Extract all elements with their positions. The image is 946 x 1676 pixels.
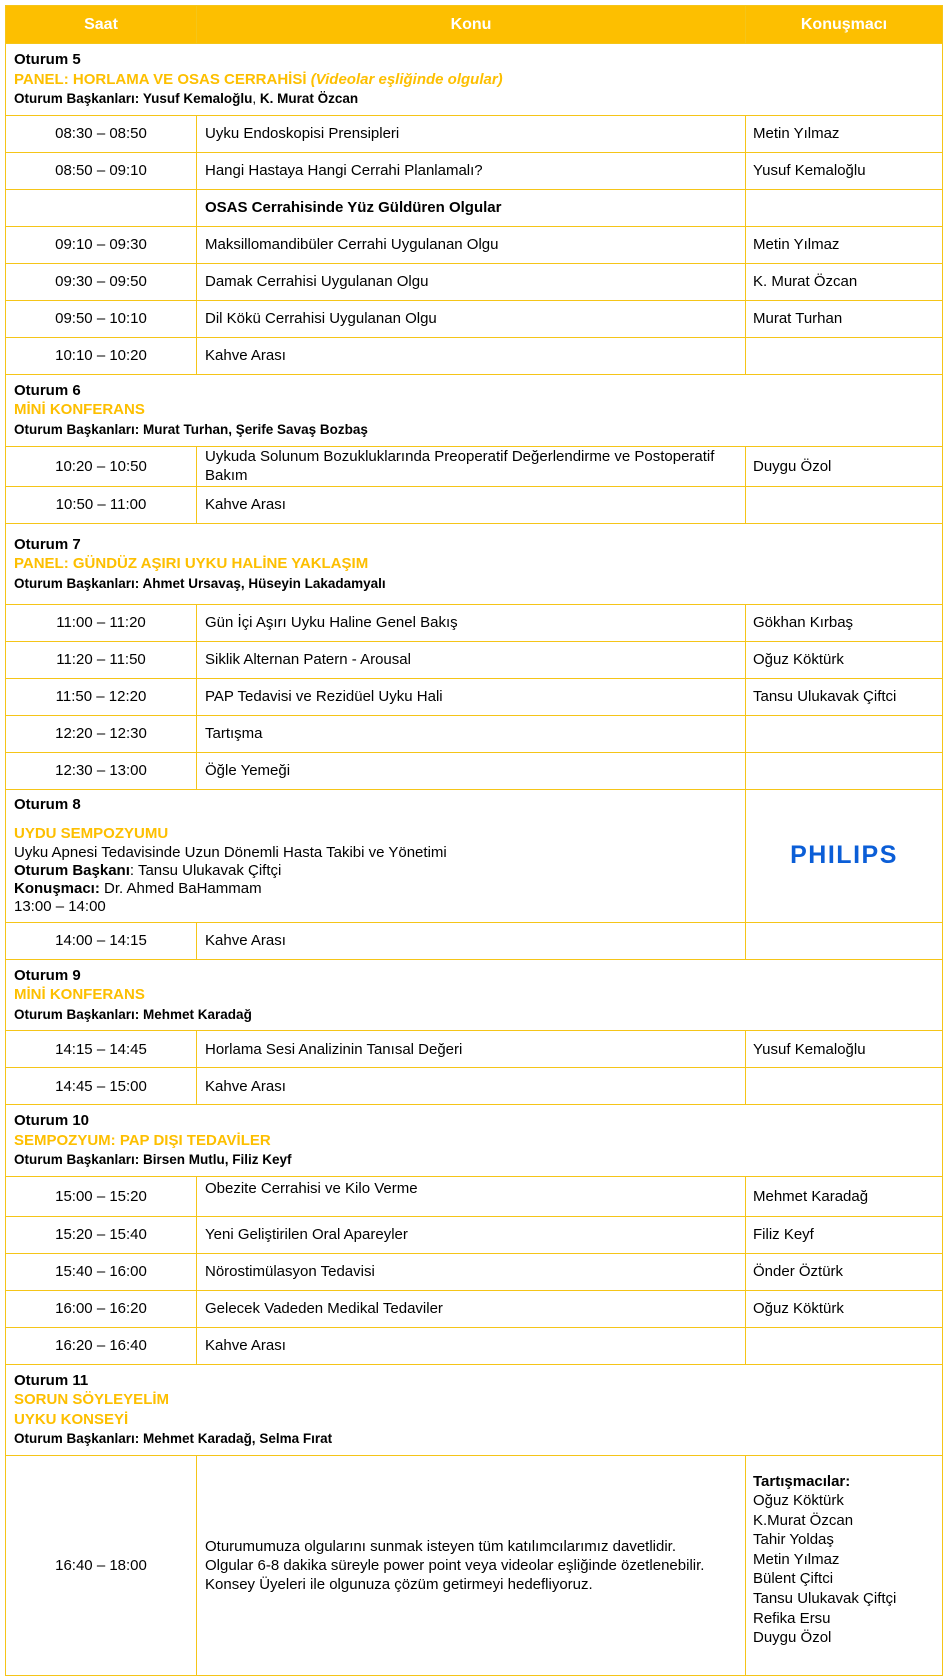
program-table-wrapper [5, 5, 942, 1676]
table-row [6, 189, 943, 226]
table-row [6, 604, 943, 641]
session-8-cell [6, 789, 746, 922]
session-10-cell [6, 1105, 943, 1177]
session-11-cell [6, 1364, 943, 1455]
council-text-line: Olgular 6-8 dakika süreyle power point veya videolar eşliğinde özetlenebilir. [205, 1556, 705, 1574]
time-cell: 16:00 – 16:20 [6, 1290, 197, 1327]
discussant: Tahir Yoldaş [753, 1531, 834, 1549]
table-row [6, 115, 943, 152]
session-time: 13:00 – 14:00 [14, 897, 106, 915]
session-chairs: Oturum Başkanları: Mehmet Karadağ [14, 1006, 252, 1022]
discussant: Tansu Ulukavak Çiftçi [753, 1590, 897, 1608]
topic-cell: Yeni Geliştirilen Oral Apareyler [197, 1216, 746, 1253]
session-number: Oturum 9 [14, 966, 81, 984]
table-row [6, 1031, 943, 1068]
session-chairs: Oturum Başkanları: Murat Turhan, Şerife Savaş Bozbaş [14, 421, 368, 437]
topic-cell: Kahve Arası [197, 922, 746, 959]
topic-cell: Hangi Hastaya Hangi Cerrahi Planlamalı? [197, 152, 746, 189]
session-number: Oturum 10 [14, 1112, 90, 1129]
table-row [6, 1253, 943, 1290]
discussant: K.Murat Özcan [753, 1511, 854, 1529]
topic-cell: PAP Tedavisi ve Rezidüel Uyku Hali [197, 678, 746, 715]
speaker-cell [746, 715, 943, 752]
header-time: Saat [6, 6, 197, 44]
session-9-cell [6, 959, 943, 1031]
topic-cell: Uyku Endoskopisi Prensipleri [197, 115, 746, 152]
topic-cell: Kahve Arası [197, 486, 746, 523]
session-header [6, 959, 943, 1031]
time-cell: 14:15 – 14:45 [6, 1031, 197, 1068]
session-title-note: (Videolar eşliğinde olgular) [310, 70, 503, 88]
discussant: Oğuz Köktürk [753, 1492, 844, 1510]
topic-cell: Siklik Alternan Patern - Arousal [197, 641, 746, 678]
time-cell: 14:00 – 14:15 [6, 922, 197, 959]
speaker-cell: Oğuz Köktürk [746, 1290, 943, 1327]
topic-cell: Damak Cerrahisi Uygulanan Olgu [197, 263, 746, 300]
session-header [6, 374, 943, 446]
table-row [6, 263, 943, 300]
time-cell: 09:50 – 10:10 [6, 300, 197, 337]
speaker-cell [746, 922, 943, 959]
speaker-cell: Murat Turhan [746, 300, 943, 337]
table-row [6, 715, 943, 752]
session-6-cell [6, 374, 943, 446]
philips-logo: PHILIPS [790, 841, 898, 869]
program-table [5, 5, 943, 1676]
table-row [6, 1216, 943, 1253]
table-row [6, 752, 943, 789]
council-text-line: Oturumumuza olgularını sunmak isteyen tüm katılımcılarımız davetlidir. [205, 1537, 677, 1555]
topic-cell: Nörostimülasyon Tedavisi [197, 1253, 746, 1290]
table-row [6, 1176, 943, 1216]
session-title: MİNİ KONFERANS [14, 401, 145, 418]
time-cell: 09:10 – 09:30 [6, 226, 197, 263]
session-5-cell [6, 44, 943, 116]
header-topic: Konu [197, 6, 746, 44]
session-number: Oturum 11 [14, 1371, 89, 1389]
session-chair: Oturum Başkanı: Tansu Ulukavak Çiftçi [14, 861, 282, 879]
time-cell: 11:20 – 11:50 [6, 641, 197, 678]
speaker-cell [746, 486, 943, 523]
table-row [6, 152, 943, 189]
speaker-cell [746, 1068, 943, 1105]
session-header [6, 789, 943, 922]
time-cell: 12:30 – 13:00 [6, 752, 197, 789]
session-title: PANEL: GÜNDÜZ AŞIRI UYKU HALİNE YAKLAŞIM [14, 555, 369, 572]
council-text-line: Konsey Üyeleri ile olgunuza çözüm getirmeyi hedefliyoruz. [205, 1575, 593, 1593]
session-subtitle: Uyku Apnesi Tedavisinde Uzun Dönemli Hasta Takibi ve Yönetimi [14, 843, 447, 861]
header-speaker: Konuşmacı [746, 6, 943, 44]
time-cell: 12:20 – 12:30 [6, 715, 197, 752]
header-row [6, 6, 943, 44]
session-title: PANEL: HORLAMA VE OSAS CERRAHİSİ (Videolar eşliğinde olgular) [14, 70, 503, 88]
session-header [6, 523, 943, 604]
time-cell: 15:00 – 15:20 [6, 1176, 197, 1216]
session-title: UYDU SEMPOZYUMU [14, 825, 169, 842]
speaker-cell: K. Murat Özcan [746, 263, 943, 300]
speaker-cell: Yusuf Kemaloğlu [746, 1031, 943, 1068]
speaker-cell: Metin Yılmaz [746, 226, 943, 263]
session-7-cell [6, 523, 943, 604]
session-chairs: Oturum Başkanları: Birsen Mutlu, Filiz Keyf [14, 1152, 292, 1167]
time-cell: 08:50 – 09:10 [6, 152, 197, 189]
time-cell: 16:40 – 18:00 [6, 1455, 197, 1675]
table-row [6, 1327, 943, 1364]
speaker-cell [746, 189, 943, 226]
topic-cell: Kahve Arası [197, 1068, 746, 1105]
speaker-cell [746, 337, 943, 374]
speaker-cell: Filiz Keyf [746, 1216, 943, 1253]
session-title-line2: UYKU KONSEYİ [14, 1410, 129, 1428]
time-cell [6, 189, 197, 226]
time-cell: 08:30 – 08:50 [6, 115, 197, 152]
topic-cell: Horlama Sesi Analizinin Tanısal Değeri [197, 1031, 746, 1068]
table-row [6, 1455, 943, 1675]
topic-cell: Dil Kökü Cerrahisi Uygulanan Olgu [197, 300, 746, 337]
discussant: Duygu Özol [753, 1629, 832, 1647]
topic-cell: Kahve Arası [197, 337, 746, 374]
topic-cell: Öğle Yemeği [197, 752, 746, 789]
session-header [6, 1364, 943, 1455]
session-header [6, 1105, 943, 1177]
session-title: SEMPOZYUM: PAP DIŞI TEDAVİLER [14, 1131, 271, 1149]
discussants-cell [746, 1455, 943, 1675]
topic-cell: Gün İçi Aşırı Uyku Haline Genel Bakış [197, 604, 746, 641]
discussant: Refika Ersu [753, 1609, 831, 1627]
topic-cell: Obezite Cerrahisi ve Kilo Verme [197, 1176, 746, 1216]
table-row [6, 446, 943, 486]
time-cell: 11:50 – 12:20 [6, 678, 197, 715]
table-row [6, 922, 943, 959]
discussant: Bülent Çiftci [753, 1570, 834, 1588]
topic-cell: Uykuda Solunum Bozukluklarında Preoperatif Değerlendirme ve Postoperatif Bakım [197, 446, 746, 486]
time-cell: 10:20 – 10:50 [6, 446, 197, 486]
sponsor-cell [746, 789, 943, 922]
table-row [6, 641, 943, 678]
topic-cell: Maksillomandibüler Cerrahi Uygulanan Olgu [197, 226, 746, 263]
table-row [6, 1290, 943, 1327]
discussants-label: Tartışmacılar: [753, 1472, 851, 1490]
session-number: Oturum 6 [14, 381, 81, 399]
speaker-cell: Tansu Ulukavak Çiftci [746, 678, 943, 715]
time-cell: 09:30 – 09:50 [6, 263, 197, 300]
speaker-cell: Oğuz Köktürk [746, 641, 943, 678]
time-cell: 16:20 – 16:40 [6, 1327, 197, 1364]
table-row [6, 337, 943, 374]
session-number: Oturum 5 [14, 51, 81, 68]
topic-cell [197, 1455, 746, 1675]
table-row [6, 486, 943, 523]
session-title: SORUN SÖYLEYELİM [14, 1391, 170, 1408]
topic-cell: Gelecek Vadeden Medikal Tedaviler [197, 1290, 746, 1327]
table-row [6, 1068, 943, 1105]
speaker-cell: Duygu Özol [746, 446, 943, 486]
time-cell: 10:50 – 11:00 [6, 486, 197, 523]
session-chairs: Oturum Başkanları: Ahmet Ursavaş, Hüseyin Lakadamyalı [14, 575, 386, 591]
time-cell: 15:20 – 15:40 [6, 1216, 197, 1253]
speaker-cell: Gökhan Kırbaş [746, 604, 943, 641]
speaker-cell: Yusuf Kemaloğlu [746, 152, 943, 189]
topic-cell: Kahve Arası [197, 1327, 746, 1364]
session-chairs: Oturum Başkanları: Yusuf Kemaloğlu, K. Murat Özcan [14, 91, 359, 106]
speaker-cell: Önder Öztürk [746, 1253, 943, 1290]
discussant: Metin Yılmaz [753, 1550, 840, 1568]
session-title: MİNİ KONFERANS [14, 986, 145, 1003]
speaker-cell: Mehmet Karadağ [746, 1176, 943, 1216]
table-row [6, 678, 943, 715]
speaker-cell: Metin Yılmaz [746, 115, 943, 152]
topic-subheading: OSAS Cerrahisinde Yüz Güldüren Olgular [197, 189, 746, 226]
time-cell: 15:40 – 16:00 [6, 1253, 197, 1290]
time-cell: 11:00 – 11:20 [6, 604, 197, 641]
session-number: Oturum 7 [14, 535, 81, 553]
time-cell: 10:10 – 10:20 [6, 337, 197, 374]
session-speaker: Konuşmacı: Dr. Ahmed BaHammam [14, 879, 262, 897]
table-row [6, 226, 943, 263]
session-chairs: Oturum Başkanları: Mehmet Karadağ, Selma Fırat [14, 1431, 333, 1446]
session-header [6, 44, 943, 116]
speaker-cell [746, 1327, 943, 1364]
time-cell: 14:45 – 15:00 [6, 1068, 197, 1105]
table-row [6, 300, 943, 337]
session-number: Oturum 8 [14, 795, 81, 813]
speaker-cell [746, 752, 943, 789]
topic-cell: Tartışma [197, 715, 746, 752]
